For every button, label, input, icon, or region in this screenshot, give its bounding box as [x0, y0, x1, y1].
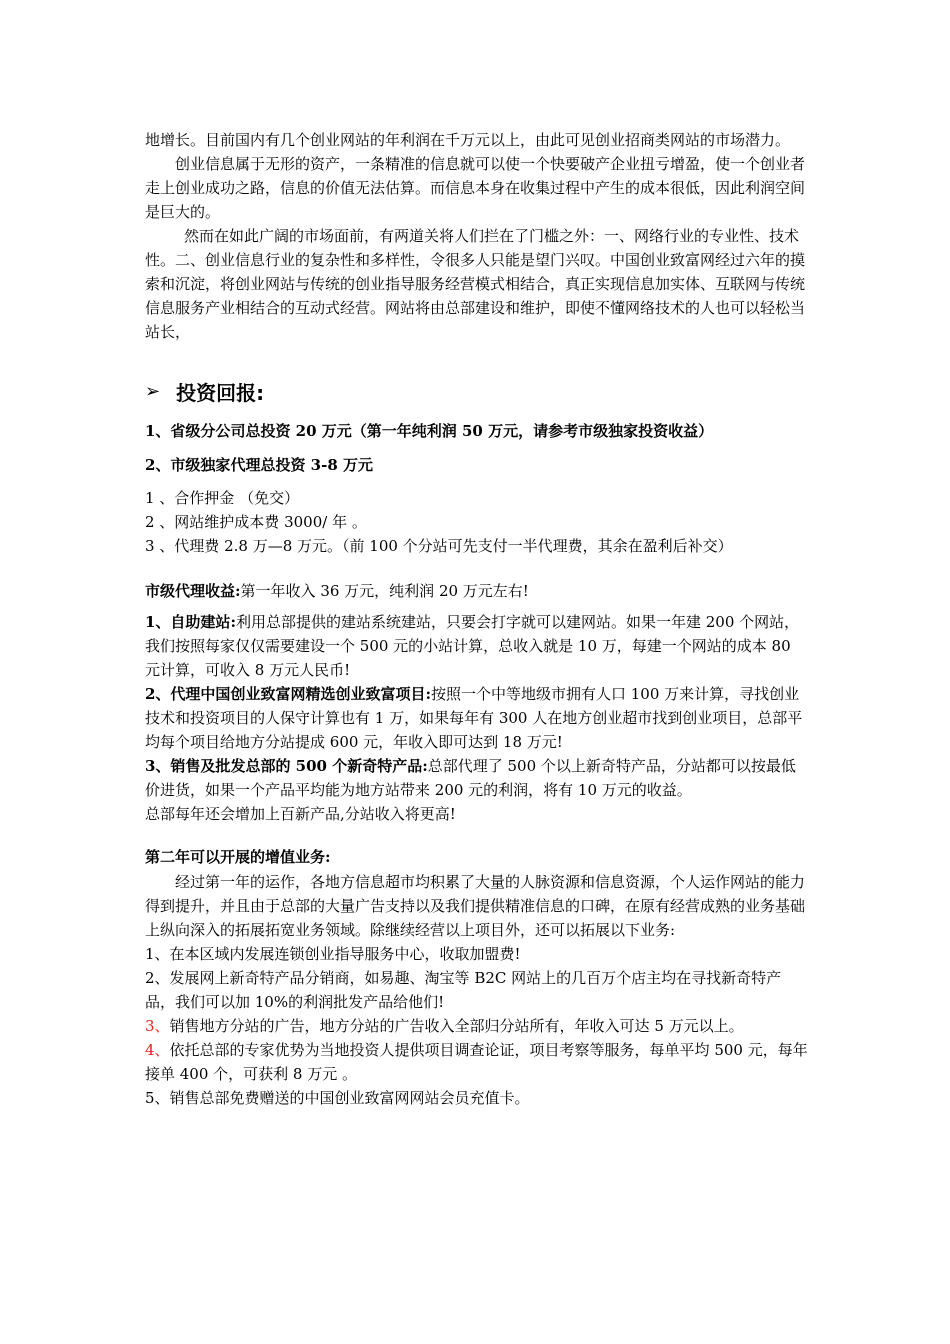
- document-body: [145, 128, 810, 1110]
- second-year-item-4: [145, 1038, 810, 1086]
- city-income-p1-lead: 1、自助建站:: [145, 613, 236, 631]
- spacer: [145, 444, 810, 452]
- city-income-paragraph-2: [145, 682, 810, 754]
- second-year-item-3: [145, 1014, 810, 1038]
- second-year-intro: 经过第一年的运作，各地方信息超市均积累了大量的人脉资源和信息资源，个人运作网站的能力得到提升，并且由于总部的大量广告支持以及我们提供精准信息的口碑，在原有经营成熟的业务基础上纵向深入的拓展拓宽业务领域。除继续经营以上项目外，还可以拓展以下业务:: [145, 873, 806, 939]
- second-year-item-5: 5、销售总部免费赠送的中国创业致富网网站会员充值卡。: [145, 1089, 530, 1107]
- second-year-item-3-text: 销售地方分站的广告，地方分站的广告收入全部归分站所有，年收入可达 5 万元以上。: [169, 1017, 744, 1035]
- investment-item-1: 1 、合作押金 （免交）: [145, 489, 300, 507]
- second-year-item-4-number: 4、: [145, 1041, 170, 1059]
- city-income-paragraph-4: 总部每年还会增加上百新产品,分站收入将更高!: [145, 805, 456, 823]
- investment-heading-text: 投资回报:: [176, 380, 265, 405]
- investment-item-2: 2 、网站维护成本费 3000/ 年 。: [145, 513, 367, 531]
- intro-paragraph-2: 创业信息属于无形的资产，一条精准的信息就可以使一个快要破产企业扭亏增盈，使一个创业者走上创业成功之路，信息的价值无法估算。而信息本身在收集过程中产生的成本很低，因此利润空间是巨大的。: [145, 155, 806, 221]
- spacer: [145, 826, 810, 844]
- second-year-item-2: 2、发展网上新奇特产品分销商，如易趣、淘宝等 B2C 网站上的几百万个店主均在寻找新奇特产品，我们可以加 10%的利润批发产品给他们!: [145, 969, 782, 1011]
- city-income-p2-lead: 2、代理中国创业致富网精选创业致富项目:: [145, 685, 431, 703]
- spacer: [145, 408, 810, 418]
- city-income-p3-text: 总部代理了 500 个以上新奇特产品，分站都可以按最低价进货，如果一个产品平均能为地方站带来 200 元的利润，将有 10 万元的收益。: [145, 757, 796, 799]
- second-year-item-1: 1、在本区域内发展连锁创业指导服务中心，收取加盟费!: [145, 945, 521, 963]
- investment-item-3: 3 、代理费 2.8 万—8 万元。（前 100 个分站可先支付一半代理费，其余在盈利后补交）: [145, 537, 733, 555]
- second-year-heading: 第二年可以开展的增值业务:: [145, 848, 331, 866]
- spacer: [145, 478, 810, 486]
- investment-heading: [145, 374, 810, 408]
- intro-paragraph-3: 然而在如此广阔的市场面前，有两道关将人们拦在了门槛之外：一、网络行业的专业性、技术性。二、创业信息行业的复杂性和多样性，令很多人只能是望门兴叹。中国创业致富网经过六年的摸索和沉淀，将创业网站与传统的创业指导服务经营模式相结合，真正实现信息加实体、互联网与传统信息服务产业相结合的互动式经营。网站将由总部建设和维护，即使不懂网络技术的人也可以轻松当站长，: [145, 227, 806, 341]
- city-income-paragraph-3: [145, 754, 810, 802]
- spacer: [145, 344, 810, 374]
- city-income-label: 市级代理收益:: [145, 582, 241, 600]
- city-income-summary: [145, 576, 810, 606]
- arrow-bullet-icon: ➢: [145, 380, 161, 402]
- investment-line-2: 2、市级独家代理总投资 3-8 万元: [145, 456, 373, 474]
- intro-paragraph-1: 地增长。目前国内有几个创业网站的年利润在千万元以上，由此可见创业招商类网站的市场潜力。: [145, 131, 791, 149]
- city-income-p1-text: 利用总部提供的建站系统建站，只要会打字就可以建网站。如果一年建 200 个网站，我们按照每家仅仅需要建设一个 500 元的小站计算，总收入就是 10 万，每建一个网站的成本 80 元计算，可收入 8 万元人民币!: [145, 613, 800, 679]
- city-income-paragraph-1: [145, 610, 810, 682]
- city-income-p2-text: 按照一个中等地级市拥有人口 100 万来计算，寻找创业技术和投资项目的人保守计算也有 1 万，如果每年有 300 人在地方创业超市找到创业项目，总部平均每个项目给地方分站提成 600 元，年收入即可达到 18 万元!: [145, 685, 803, 751]
- second-year-item-3-number: 3、: [145, 1017, 170, 1035]
- investment-line-1: 1、省级分公司总投资 20 万元（第一年纯利润 50 万元，请参考市级独家投资收益）: [145, 422, 714, 440]
- city-income-text: 第一年收入 36 万元，纯利润 20 万元左右!: [240, 582, 529, 600]
- second-year-item-4-text: 依托总部的专家优势为当地投资人提供项目调查论证，项目考察等服务，每单平均 500 元，每年接单 400 个，可获利 8 万元 。: [145, 1041, 808, 1083]
- city-income-p3-lead: 3、销售及批发总部的 500 个新奇特产品:: [145, 757, 428, 775]
- spacer: [145, 558, 810, 576]
